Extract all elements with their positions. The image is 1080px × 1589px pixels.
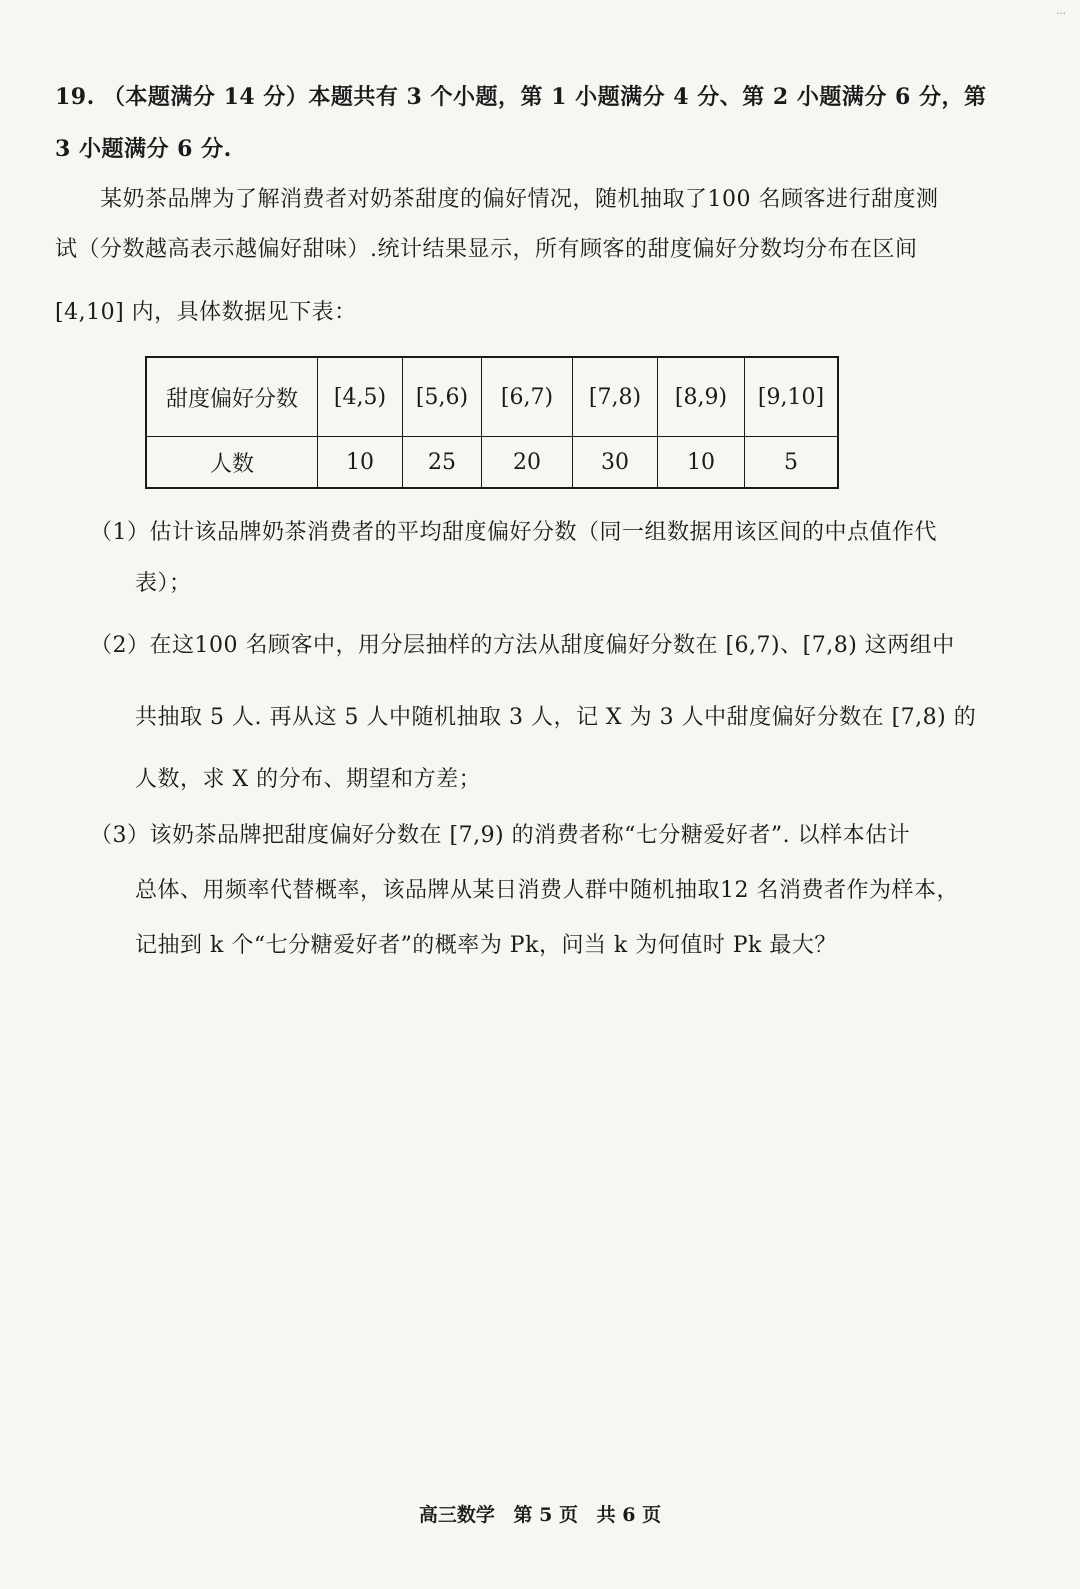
table-cell-count: 25 [403,437,482,489]
table-cell-count: 30 [573,437,658,489]
table-cell-interval: [6,7) [482,357,573,437]
table-cell-interval: [4,5) [318,357,403,437]
table-cell-interval: [8,9) [658,357,745,437]
intro-line1: 某奶茶品牌为了解消费者对奶茶甜度的偏好情况，随机抽取了100 名顾客进行甜度测 [100,187,939,212]
intro-line2: 试（分数越高表示越偏好甜味）.统计结果显示，所有顾客的甜度偏好分数均分布在区间 [55,237,918,262]
problem-heading-line2: 3 小题满分 6 分. [55,136,232,162]
corner-mark: … [1056,6,1066,17]
footer-subject: 高三数学 [418,1504,495,1526]
table-cell-count: 20 [482,437,573,489]
sweetness-table [145,356,839,489]
question3-line1: （3）该奶茶品牌把甜度偏好分数在 [7,9) 的消费者称“七分糖爱好者”. 以样本估计 [90,823,911,848]
problem-heading-line1: 19. （本题满分 14 分）本题共有 3 个小题，第 1 小题满分 4 分、第 2 小题满分 6 分，第 [55,84,987,110]
footer-total-pages: 共 6 页 [596,1504,662,1526]
table-row [146,357,838,437]
table-cell-count: 10 [658,437,745,489]
table-header-score: 甜度偏好分数 [146,357,318,437]
table-cell-count: 10 [318,437,403,489]
table-header-count: 人数 [146,437,318,489]
question2-line2: 共抽取 5 人. 再从这 5 人中随机抽取 3 人，记 X 为 3 人中甜度偏好分数在 [7,8) 的 [135,705,977,730]
question1-line1: （1）估计该品牌奶茶消费者的平均甜度偏好分数（同一组数据用该区间的中点值作代 [90,520,937,545]
question2-line1: （2）在这100 名顾客中，用分层抽样的方法从甜度偏好分数在 [6,7)、[7,8) 这两组中 [90,633,955,658]
table-cell-count: 5 [745,437,839,489]
page-footer [0,1500,1080,1527]
question3-line3: 记抽到 k 个“七分糖爱好者”的概率为 Pk，问当 k 为何值时 Pk 最大？ [135,933,837,958]
table-cell-interval: [5,6) [403,357,482,437]
table-cell-interval: [9,10] [745,357,839,437]
table-cell-interval: [7,8) [573,357,658,437]
intro-line3: [4,10] 内，具体数据见下表： [55,300,357,325]
question1-line2: 表）； [135,571,192,596]
question3-line2: 总体、用频率代替概率，该品牌从某日消费人群中随机抽取12 名消费者作为样本， [135,878,959,903]
question2-line3: 人数，求 X 的分布、期望和方差； [135,767,482,792]
table-row [146,437,838,489]
footer-page-number: 第 5 页 [513,1504,578,1526]
